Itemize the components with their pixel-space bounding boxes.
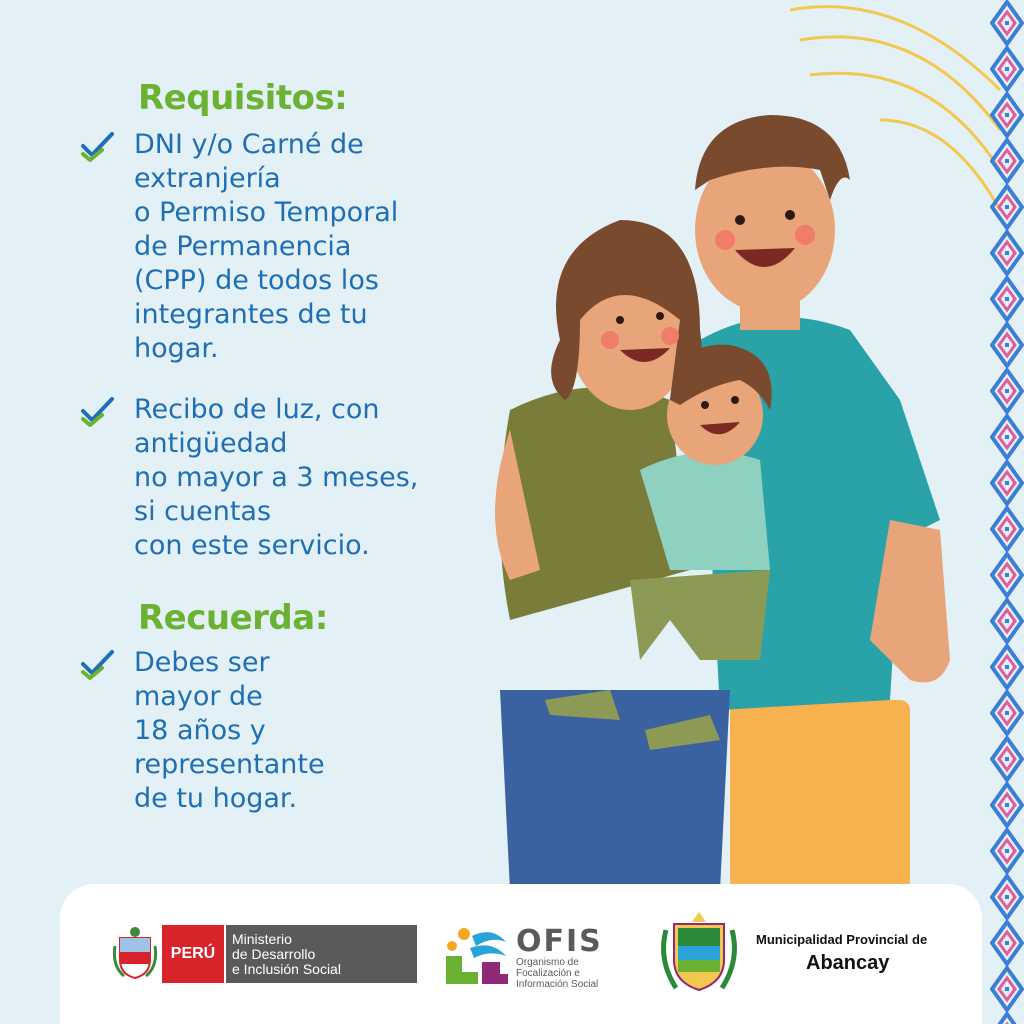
ofis-subtitle-line-3: Información Social (516, 979, 599, 990)
check-icon (80, 395, 116, 427)
requisitos-heading: Requisitos: (138, 78, 348, 118)
ministry-name (224, 925, 417, 983)
ofis-name: OFIS (516, 924, 603, 959)
family-illustration (470, 100, 970, 890)
municipality-line-1: Municipalidad Provincial de (756, 932, 928, 947)
requisito-dni: DNI y/o Carné de extranjería o Permiso Temporal de Permanencia (CPP) de todos los integrantes de tu hogar. (134, 129, 399, 364)
recuerda-heading: Recuerda: (138, 598, 328, 638)
requisito-recibo-luz: Recibo de luz, con antigüedad no mayor a 3 meses, si cuentas con este servicio. (134, 394, 419, 561)
recuerda-mayor-edad: Debes ser mayor de 18 años y representante de tu hogar. (134, 647, 325, 814)
ofis-subtitle-line-1: Organismo de (516, 957, 579, 968)
andean-border-pattern (990, 0, 1024, 1024)
check-icon (80, 648, 116, 680)
abancay-coat-of-arms-icon (656, 910, 742, 996)
ofis-subtitle-line-2: Focalización e (516, 968, 580, 979)
ministry-line-1: Ministerio (232, 930, 292, 947)
ofis-subtitle (516, 957, 626, 990)
municipality-line-2: Abancay (806, 952, 890, 974)
ministry-line-3: e Inclusión Social (232, 960, 341, 977)
peru-coat-of-arms-icon (112, 926, 158, 982)
midis-logo (162, 924, 417, 984)
check-icon (80, 130, 116, 162)
peru-label: PERÚ (162, 925, 224, 983)
ofis-logo-icon (442, 922, 512, 988)
ministry-line-2: de Desarrollo (232, 945, 316, 962)
